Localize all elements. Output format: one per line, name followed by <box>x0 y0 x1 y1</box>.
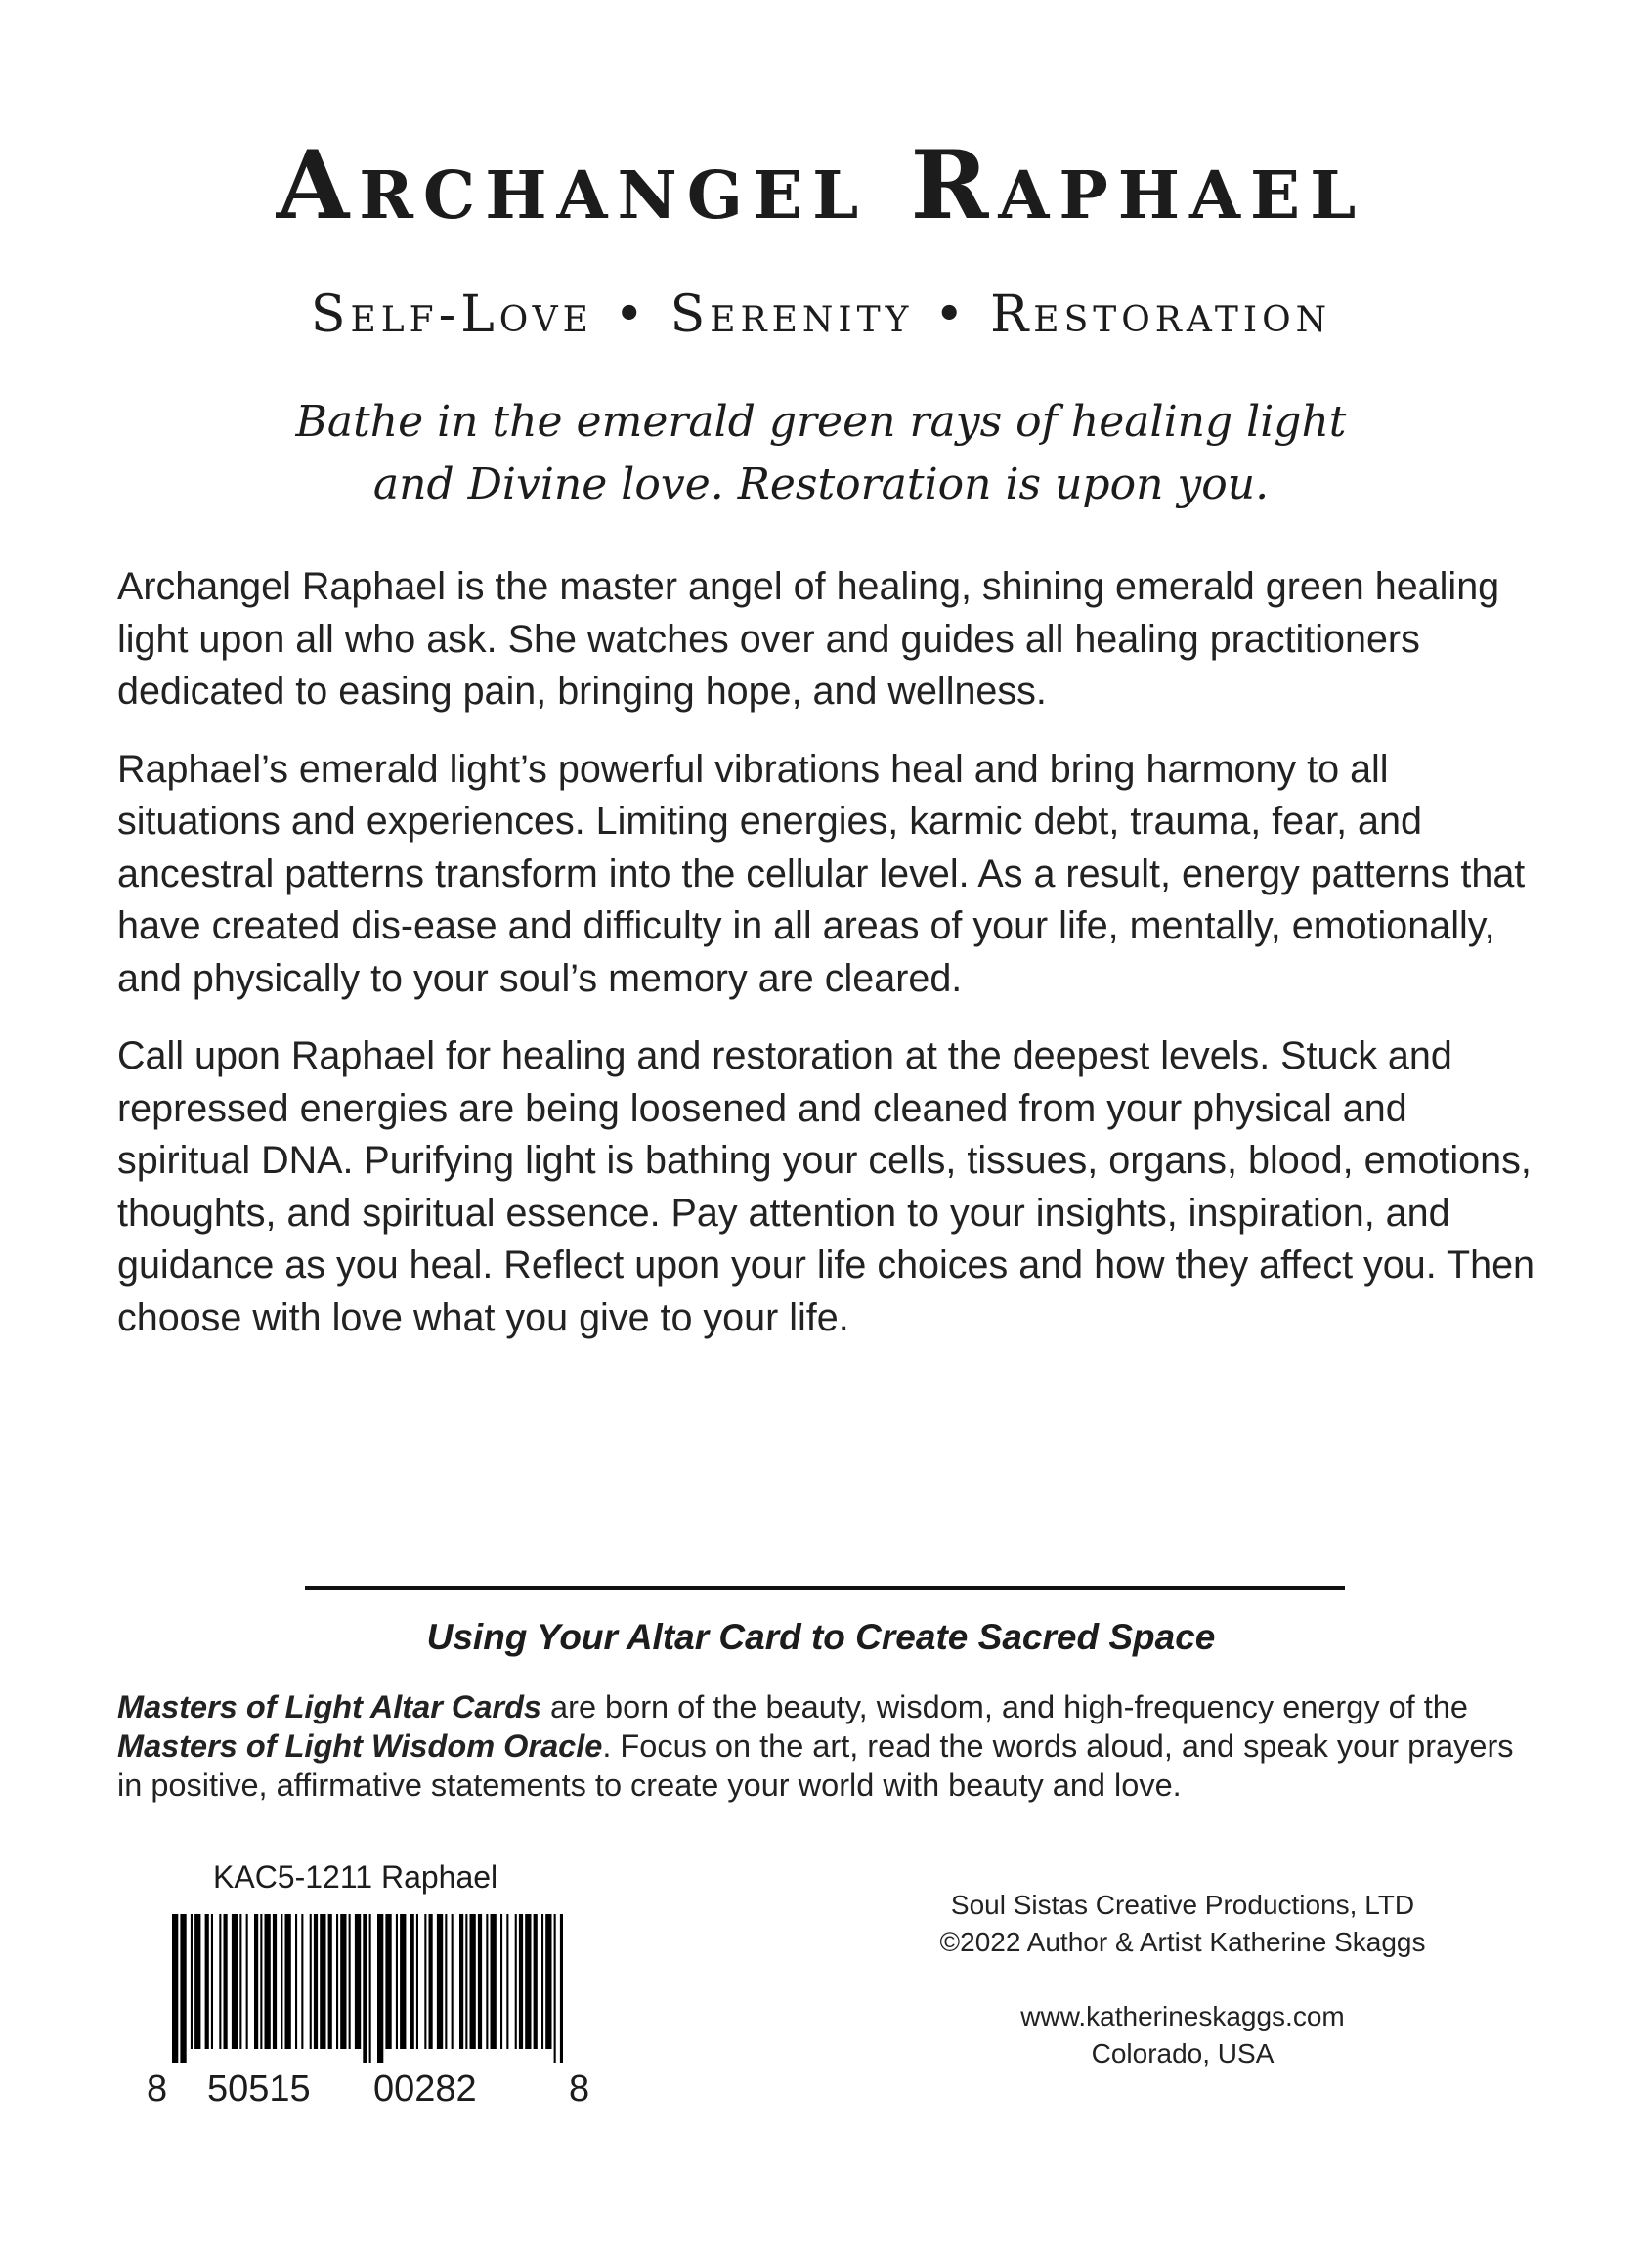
barcode-bar <box>301 1914 303 2049</box>
barcode-bar <box>194 1914 200 2049</box>
barcode-bar <box>424 1914 426 2049</box>
barcode-bar <box>336 1914 338 2049</box>
barcode-bar <box>191 1914 193 2049</box>
publisher-company: Soul Sistas Creative Productions, LTD <box>950 1890 1415 1920</box>
usage-bold-deck-name: Masters of Light Altar Cards <box>117 1689 542 1724</box>
section-divider <box>305 1586 1345 1590</box>
description-paragraph-2: Raphael’s emerald light’s powerful vibrations heal and bring harmony to all situations and experiences. Limiting energies, karmic debt, trauma, fear, and ancestral patterns transform into the cellular level. As a result, energy patterns that have created dis-ease and difficulty in all areas of your life, mentally, emotionally, and physically to your soul’s memory are cleared. <box>117 747 1526 1000</box>
barcode-bar <box>265 1914 271 2049</box>
barcode-bar <box>429 1914 433 2049</box>
barcode-bar <box>219 1914 221 2049</box>
barcode-bar <box>328 1914 332 2049</box>
barcode-digit-left: 50515 <box>207 2069 311 2110</box>
publisher-copyright: ©2022 Author & Artist Katherine Skaggs <box>939 1927 1426 1957</box>
barcode-bar <box>459 1914 463 2049</box>
barcode-bar <box>285 1914 291 2049</box>
barcode-bar <box>310 1914 312 2049</box>
barcode-bar <box>349 1914 351 2049</box>
tagline-line-1: Bathe in the emerald green rays of healing light <box>295 397 1347 447</box>
description-paragraph-3: Call upon Raphael for healing and restoration at the deepest levels. Stuck and repressed energies are being loosened and cleaned from your physical and spiritual DNA. Purifying light is bathing your cells, tissues, organs, blood, emotions, thoughts, and spiritual essence. Pay attention to your insights, inspiration, and guidance as you heal. Reflect upon your life choices and how they affect you. Then choose with love what you give to your life. <box>117 1034 1535 1339</box>
card-description <box>117 561 1534 1370</box>
barcode-bar <box>500 1914 502 2049</box>
barcode-bar <box>437 1914 443 2049</box>
barcode <box>172 1914 563 2063</box>
publisher-info <box>880 1887 1486 2072</box>
barcode-bar <box>385 1914 391 2049</box>
barcode-bar <box>465 1914 467 2049</box>
barcode-bar <box>416 1914 418 2049</box>
barcode-bar <box>410 1914 414 2049</box>
barcode-digits <box>147 2069 596 2112</box>
usage-bold-oracle-name: Masters of Light Wisdom Oracle <box>117 1728 603 1764</box>
barcode-bar <box>273 1914 277 2049</box>
barcode-digit-check: 8 <box>569 2069 590 2110</box>
barcode-bar <box>260 1914 262 2049</box>
barcode-bar <box>172 1914 178 2063</box>
usage-heading: Using Your Altar Card to Create Sacred Space <box>426 1617 1216 1657</box>
barcode-bar <box>363 1914 367 2063</box>
description-paragraph-1: Archangel Raphael is the master angel of healing, shining emerald green healing light upon all who ask. She watches over and guides all healing practitioners dedicated to easing pain, bringing hope, and wellness. <box>117 565 1500 713</box>
usage-text-part-1: are born of the beauty, wisdom, and high-frequency energy of the <box>541 1689 1468 1724</box>
barcode-bar <box>355 1914 361 2049</box>
barcode-bar <box>478 1914 482 2049</box>
barcode-bar <box>491 1914 497 2049</box>
barcode-bar <box>525 1914 531 2049</box>
barcode-bar <box>369 1914 371 2063</box>
barcode-bar <box>400 1914 406 2049</box>
barcode-bar <box>515 1914 517 2049</box>
barcode-bar <box>281 1914 282 2049</box>
barcode-bar <box>541 1914 543 2049</box>
barcode-bar <box>396 1914 398 2049</box>
barcode-bar <box>445 1914 447 2049</box>
card-title: Archangel Raphael <box>276 130 1366 240</box>
barcode-bar <box>180 1914 186 2063</box>
barcode-bar <box>452 1914 454 2049</box>
barcode-bar <box>232 1914 238 2049</box>
barcode-bar <box>211 1914 213 2049</box>
tagline <box>195 391 1447 516</box>
barcode-bar <box>554 1914 556 2063</box>
barcode-bar <box>239 1914 241 2049</box>
barcode-bar <box>246 1914 248 2049</box>
barcode-bar <box>295 1914 297 2049</box>
usage-text <box>117 1687 1534 1805</box>
publisher-website: www.katherineskaggs.com <box>1020 2001 1345 2031</box>
barcode-bar <box>519 1914 523 2049</box>
barcode-bar <box>534 1914 538 2049</box>
barcode-digit-right: 00282 <box>373 2069 477 2110</box>
barcode-bar <box>224 1914 228 2049</box>
barcode-bar <box>506 1914 508 2049</box>
barcode-bar <box>470 1914 476 2049</box>
product-sku: KAC5-1211 Raphael <box>213 1859 498 1895</box>
barcode-digit-system: 8 <box>147 2069 168 2110</box>
barcode-bar <box>314 1914 318 2049</box>
card-subtitle: Self-Love • Serenity • Restoration <box>310 285 1332 344</box>
barcode-bar <box>320 1914 325 2049</box>
barcode-bar <box>545 1914 551 2049</box>
usage-text-part-2: . Focus on the art, read the words aloud, and speak your prayers in positive, affirmative statements to create your world with beauty and love. <box>117 1728 1514 1803</box>
barcode-bar <box>377 1914 383 2063</box>
tagline-line-2: and Divine love. Restoration is upon you. <box>372 459 1270 509</box>
publisher-location: Colorado, USA <box>1091 2038 1275 2069</box>
barcode-bar <box>205 1914 209 2049</box>
barcode-bar <box>340 1914 346 2049</box>
barcode-bar <box>560 1914 563 2063</box>
barcode-bar <box>254 1914 258 2049</box>
barcode-bar <box>486 1914 488 2049</box>
